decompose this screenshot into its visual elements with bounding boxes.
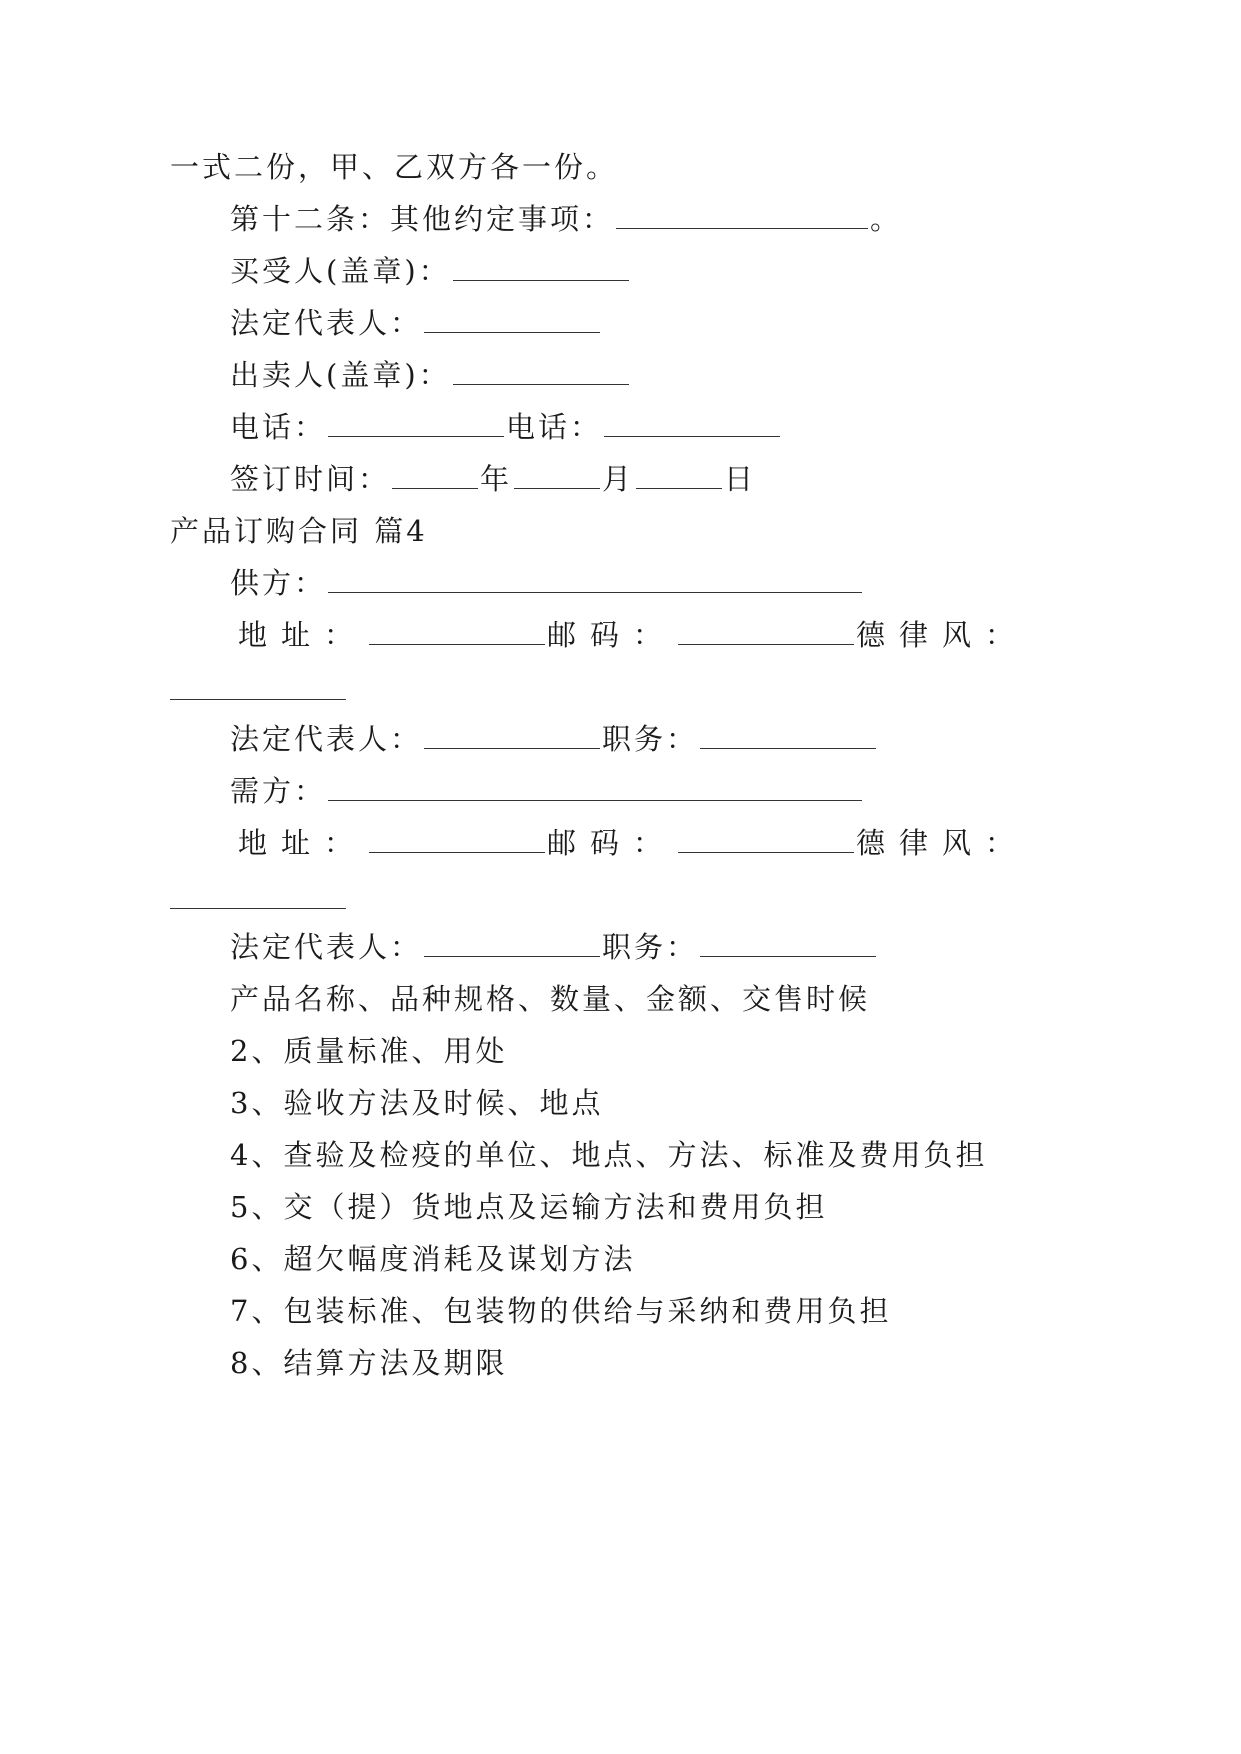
clause-item-8-text: 8、结算方法及期限	[230, 1346, 508, 1380]
buyer-address-label: 地址：	[238, 826, 368, 860]
legal-rep-line	[230, 303, 602, 343]
seller-seal-blank[interactable]	[453, 358, 629, 385]
clause-item-7	[230, 1291, 891, 1331]
clause-item-6-text: 6、超欠幅度消耗及谋划方法	[230, 1242, 636, 1276]
supplier-blank[interactable]	[328, 566, 862, 593]
clause-item-7-text: 7、包装标准、包装物的供给与采纳和费用负担	[230, 1294, 892, 1328]
clause-item-5	[230, 1187, 827, 1227]
buyer-title-label: 职务：	[602, 930, 699, 964]
supplier-phone-label: 德律风：	[856, 618, 1029, 652]
day-blank[interactable]	[636, 462, 722, 489]
buyer-rep-line	[230, 927, 878, 967]
clause-item-3	[230, 1083, 603, 1123]
phone-label-1: 电话：	[230, 410, 327, 444]
buyer-seal-line	[230, 251, 631, 291]
section-heading	[170, 511, 428, 551]
phone-blank-1[interactable]	[328, 410, 504, 437]
month-label: 月	[602, 462, 635, 496]
buyer-rep-label: 法定代表人：	[230, 930, 423, 964]
other-terms-blank[interactable]	[616, 202, 868, 229]
buyer-blank[interactable]	[328, 774, 862, 801]
month-blank[interactable]	[514, 462, 600, 489]
supplier-address-blank[interactable]	[369, 618, 545, 645]
supplier-address-label: 地址：	[238, 618, 368, 652]
supplier-title-label: 职务：	[602, 722, 699, 756]
buyer-address-line	[238, 823, 1028, 863]
clause-item-4	[230, 1135, 987, 1175]
buyer-line	[230, 771, 864, 811]
signing-date-line	[230, 459, 756, 499]
clause-item-5-text: 5、交（提）货地点及运输方法和费用负担	[230, 1190, 828, 1224]
buyer-seal-label: 买受人(盖章)：	[230, 254, 451, 288]
supplier-postcode-label: 邮码：	[547, 618, 677, 652]
supplier-postcode-blank[interactable]	[678, 618, 854, 645]
seller-seal-line	[230, 355, 631, 395]
clause-item-2-text: 2、质量标准、用处	[230, 1034, 508, 1068]
clause-item-2	[230, 1031, 507, 1071]
buyer-phone-blank[interactable]	[170, 906, 346, 909]
phone-blank-2[interactable]	[604, 410, 780, 437]
clause-item-8	[230, 1343, 507, 1383]
clause-item-6	[230, 1239, 635, 1279]
phone-label-2: 电话：	[506, 410, 603, 444]
closing-copies-text: 一式二份，甲、乙双方各一份。	[170, 150, 619, 184]
buyer-label: 需方：	[230, 774, 327, 808]
day-label: 日	[724, 462, 757, 496]
supplier-label: 供方：	[230, 566, 327, 600]
buyer-seal-blank[interactable]	[453, 254, 629, 281]
buyer-phone-label: 德律风：	[856, 826, 1029, 860]
clause-item-1-text: 产品名称、品种规格、数量、金额、交售时候	[230, 982, 871, 1016]
supplier-rep-label: 法定代表人：	[230, 722, 423, 756]
supplier-address-line	[238, 615, 1028, 655]
buyer-title-blank[interactable]	[700, 930, 876, 957]
year-blank[interactable]	[392, 462, 478, 489]
legal-rep-blank[interactable]	[424, 306, 600, 333]
signing-date-label: 签订时间：	[230, 462, 391, 496]
section-heading-text: 产品订购合同 篇4	[170, 514, 428, 548]
buyer-postcode-blank[interactable]	[678, 826, 854, 853]
buyer-rep-blank[interactable]	[424, 930, 600, 957]
supplier-line	[230, 563, 864, 603]
clause-item-3-text: 3、验收方法及时候、地点	[230, 1086, 604, 1120]
article-12-end: 。	[870, 202, 903, 236]
supplier-rep-line	[230, 719, 878, 759]
seller-seal-label: 出卖人(盖章)：	[230, 358, 451, 392]
closing-copies-line	[170, 147, 618, 187]
buyer-address-blank[interactable]	[369, 826, 545, 853]
buyer-postcode-label: 邮码：	[547, 826, 677, 860]
year-label: 年	[480, 462, 513, 496]
phone-line	[230, 407, 782, 447]
legal-rep-label: 法定代表人：	[230, 306, 423, 340]
clause-item-4-text: 4、查验及检疫的单位、地点、方法、标准及费用负担	[230, 1138, 988, 1172]
supplier-title-blank[interactable]	[700, 722, 876, 749]
supplier-rep-blank[interactable]	[424, 722, 600, 749]
article-12-line	[230, 199, 902, 239]
article-12-label: 第十二条：其他约定事项：	[230, 202, 615, 236]
clause-item-1	[230, 979, 870, 1019]
supplier-phone-blank[interactable]	[170, 697, 346, 700]
